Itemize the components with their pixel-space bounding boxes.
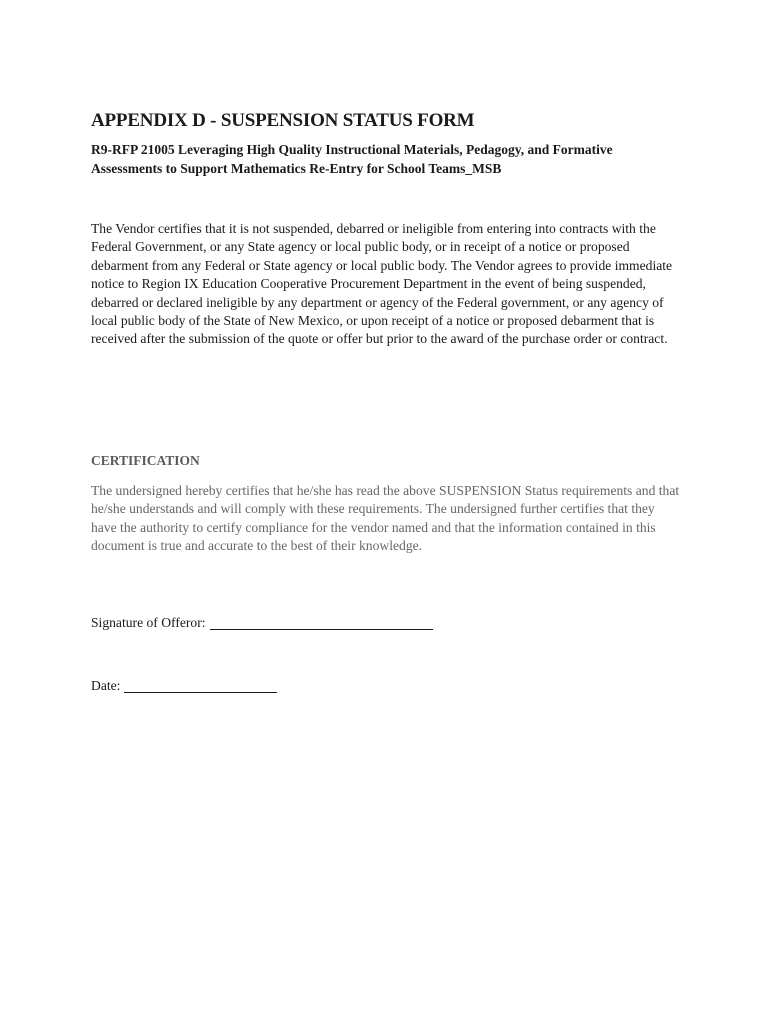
signature-label: Signature of Offeror:: [91, 615, 206, 630]
certification-text: The undersigned hereby certifies that he/she has read the above SUSPENSION Status requirements and that he/she understands and will comply with these requirements. The undersigned further certifies that they have the authority to certify compliance for the vendor named and that the information contained in this document is true and accurate to the best of their knowledge.: [91, 483, 680, 554]
suspension-statement: The Vendor certifies that it is not suspended, debarred or ineligible from entering into contracts with the Federal Government, or any State agency or local public body, or in receipt of a notice or proposed debarment from any Federal or State agency or local public body. The Vendor agrees to provide immediate notice to Region IX Education Cooperative Procurement Department in the event of being suspended, debarred or declared ineligible by any department or agency of the Federal government, or any agency of local public body of the State of New Mexico, or upon receipt of a notice or proposed debarment that is received after the submission of the quote or offer but prior to the award of the purchase order or contract.: [91, 221, 673, 347]
date-label: Date:: [91, 678, 121, 693]
date-field-row: [91, 677, 277, 695]
certification-heading: CERTIFICATION: [91, 453, 200, 468]
signature-field[interactable]: [210, 615, 433, 630]
page-title: APPENDIX D - SUSPENSION STATUS FORM: [91, 110, 475, 131]
page-subtitle: R9-RFP 21005 Leveraging High Quality Instructional Materials, Pedagogy, and Formative Assessments to Support Mathematics Re-Entry for School Teams_MSB: [91, 142, 613, 176]
document-page: [91, 108, 691, 693]
date-field[interactable]: [124, 678, 277, 693]
signature-field-row: [91, 614, 433, 632]
